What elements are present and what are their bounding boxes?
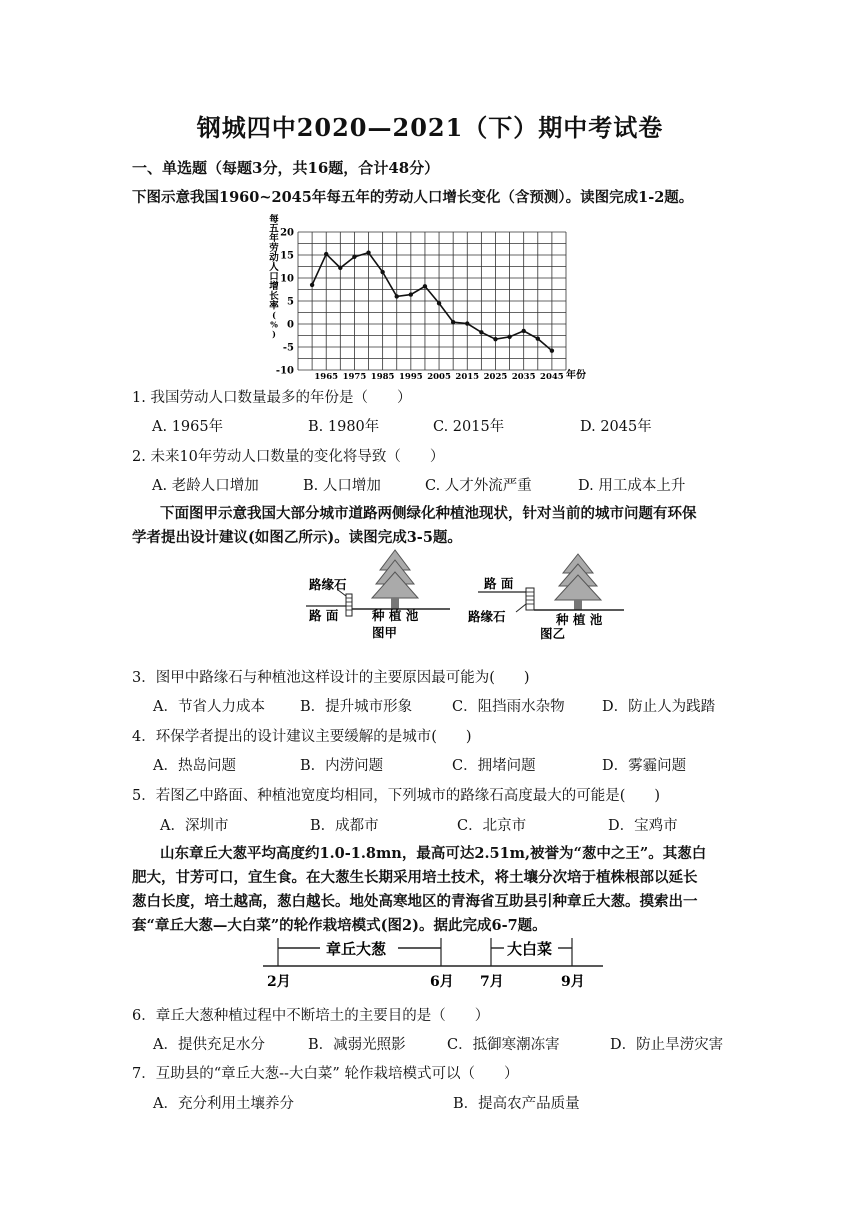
timeline-crop-2: 大白菜 [507,940,553,958]
chart-points [310,251,554,353]
yi-road-label: 路 面 [484,576,514,591]
chart-y-tick-label: 20 [280,227,294,239]
chart-x-tick-label: 1975 [342,372,367,382]
chart-point [437,301,441,305]
q4-option-b[interactable]: B．内涝问题 [300,758,384,774]
figure-jia [300,548,450,644]
chart-x-ticks [314,372,563,382]
chart-x-tick-label: 2045 [540,372,564,382]
q4-option-a[interactable]: A．热岛问题 [153,758,236,774]
chart-point [536,337,540,341]
jia-curb-label: 路缘石 [309,577,347,592]
chart-y-tick-label: 5 [287,296,294,308]
figure-yi [466,548,626,644]
chart-point [352,255,356,259]
intro-6-7-line4: 套“章丘大葱—大白菜”的轮作栽培模式(图2)。据此完成6-7题。 [132,917,547,934]
q3-option-c[interactable]: C．阻挡雨水杂物 [452,699,565,715]
q5-option-b[interactable]: B．成都市 [310,818,379,834]
chart-x-tick-label: 2035 [511,372,536,382]
q1-option-c[interactable]: C. 2015年 [433,419,505,435]
chart-point [451,320,455,324]
chart-point [380,270,384,274]
chart-series-line [312,253,552,351]
section-heading: 一、单选题（每题3分，共16题，合计48分） [132,159,440,177]
chart-point [409,292,413,296]
chart-y-tick-label: -10 [275,365,294,377]
q5-option-c[interactable]: C．北京市 [457,818,527,834]
yi-pool-label: 种 植 池 [556,612,603,627]
q3-option-a[interactable]: A．节省人力成本 [153,699,265,715]
yi-caption: 图乙 [540,626,566,641]
chart-point [338,266,342,270]
chart-point [521,329,525,333]
chart-y-label: 每五年劳动人口增长率( % ) [269,214,279,340]
timeline-month-7: 7月 [480,974,504,990]
q4-option-d[interactable]: D．雾霾问题 [602,758,687,774]
q3-option-d[interactable]: D．防止人为践踏 [602,699,716,715]
labor-growth-chart [262,214,622,384]
intro-3-5-line2: 学者提出设计建议(如图乙所示)。读图完成3-5题。 [132,529,462,546]
chart-y-tick-label: -5 [282,342,294,354]
intro-6-7-line2: 肥大，甘芳可口，宜生食。在大葱生长期采用培土技术，将土壤分次培于植株根部以延长 [132,869,698,886]
q1-option-a[interactable]: A. 1965年 [152,419,224,435]
chart-point [465,321,469,325]
q3-option-b[interactable]: B．提升城市形象 [300,699,413,715]
question-1-stem: 1. 我国劳动人口数量最多的年份是（ ） [132,390,412,406]
chart-y-tick-label: 0 [287,319,294,331]
chart-point [395,294,399,298]
intro-3-5-line1: 下面图甲示意我国大部分城市道路两侧绿化种植池现状，针对当前的城市问题有环保 [160,505,697,522]
q2-option-c[interactable]: C. 人才外流严重 [425,478,532,494]
q6-option-b[interactable]: B．减弱光照影 [308,1037,406,1053]
yi-curb-label: 路缘石 [468,609,506,624]
question-3-stem: 3．图甲中路缘石与种植池这样设计的主要原因最可能为( ) [132,670,530,686]
tree-icon [372,550,418,609]
q6-option-d[interactable]: D．防止旱涝灾害 [610,1037,724,1053]
question-4-stem: 4．环保学者提出的设计建议主要缓解的是城市( ) [132,729,472,745]
timeline-month-9: 9月 [561,974,585,990]
chart-point [507,335,511,339]
chart-point [493,337,497,341]
chart-x-tick-label: 2015 [455,372,480,382]
timeline-crop-1: 章丘大葱 [326,940,387,958]
chart-point [479,330,483,334]
question-5-stem: 5．若图乙中路面、种植池宽度均相同，下列城市的路缘石高度最大的可能是( ) [132,788,661,804]
chart-point [423,284,427,288]
q5-option-d[interactable]: D．宝鸡市 [608,818,678,834]
chart-point [550,348,554,352]
chart-y-tick-label: 15 [280,250,294,262]
rotation-timeline [258,934,608,992]
jia-pool-label: 种 植 池 [372,608,419,623]
q2-option-a[interactable]: A. 老龄人口增加 [152,478,259,494]
jia-road-label: 路 面 [309,608,339,623]
intro-6-7-line1: 山东章丘大葱平均高度约1.0-1.8mn，最高可达2.51m,被誉为“葱中之王”。其葱白 [160,845,707,862]
q7-option-a[interactable]: A．充分利用土壤养分 [153,1096,294,1112]
chart-point [310,283,314,287]
question-6-stem: 6．章丘大葱种植过程中不断培土的主要目的是（ ） [132,1008,490,1024]
q2-option-b[interactable]: B. 人口增加 [303,478,381,494]
chart-point [366,251,370,255]
q1-option-b[interactable]: B. 1980年 [308,419,380,435]
timeline-month-6: 6月 [430,974,454,990]
question-2-stem: 2. 未来10年劳动人口数量的变化将导致（ ） [132,449,445,465]
q7-option-b[interactable]: B．提高农产品质量 [453,1096,580,1112]
chart-x-tick-label: 2005 [427,372,451,382]
intro-6-7-line3: 葱白长度，培土越高，葱白越长。地处高寒地区的青海省互助县引种章丘大葱。摸索出一 [132,893,698,910]
timeline-month-2: 2月 [267,974,291,990]
chart-x-label: 年份 [566,370,586,381]
chart-point [324,252,328,256]
q4-option-c[interactable]: C．拥堵问题 [452,758,536,774]
page-title: 钢城四中2020—2021（下）期中考试卷 [196,113,664,142]
chart-x-tick-label: 1965 [314,372,339,382]
chart-y-tick-label: 10 [280,273,294,285]
chart-x-tick-label: 2025 [483,372,508,382]
q1-option-d[interactable]: D. 2045年 [580,419,652,435]
question-7-stem: 7．互助县的“章丘大葱--大白菜” 轮作栽培模式可以（ ） [132,1066,519,1082]
q6-option-c[interactable]: C．抵御寒潮冻害 [447,1037,560,1053]
chart-x-tick-label: 1995 [399,372,423,382]
chart-x-tick-label: 1985 [370,372,395,382]
intro-1-2: 下图示意我国1960~2045年每五年的劳动人口增长变化（含预测）。读图完成1-2题。 [132,189,694,206]
tree-icon [555,554,601,610]
chart-grid [298,232,566,370]
q2-option-d[interactable]: D. 用工成本上升 [578,478,686,494]
q6-option-a[interactable]: A．提供充足水分 [153,1037,265,1053]
jia-caption: 图甲 [372,625,398,640]
q5-option-a[interactable]: A．深圳市 [160,818,229,834]
